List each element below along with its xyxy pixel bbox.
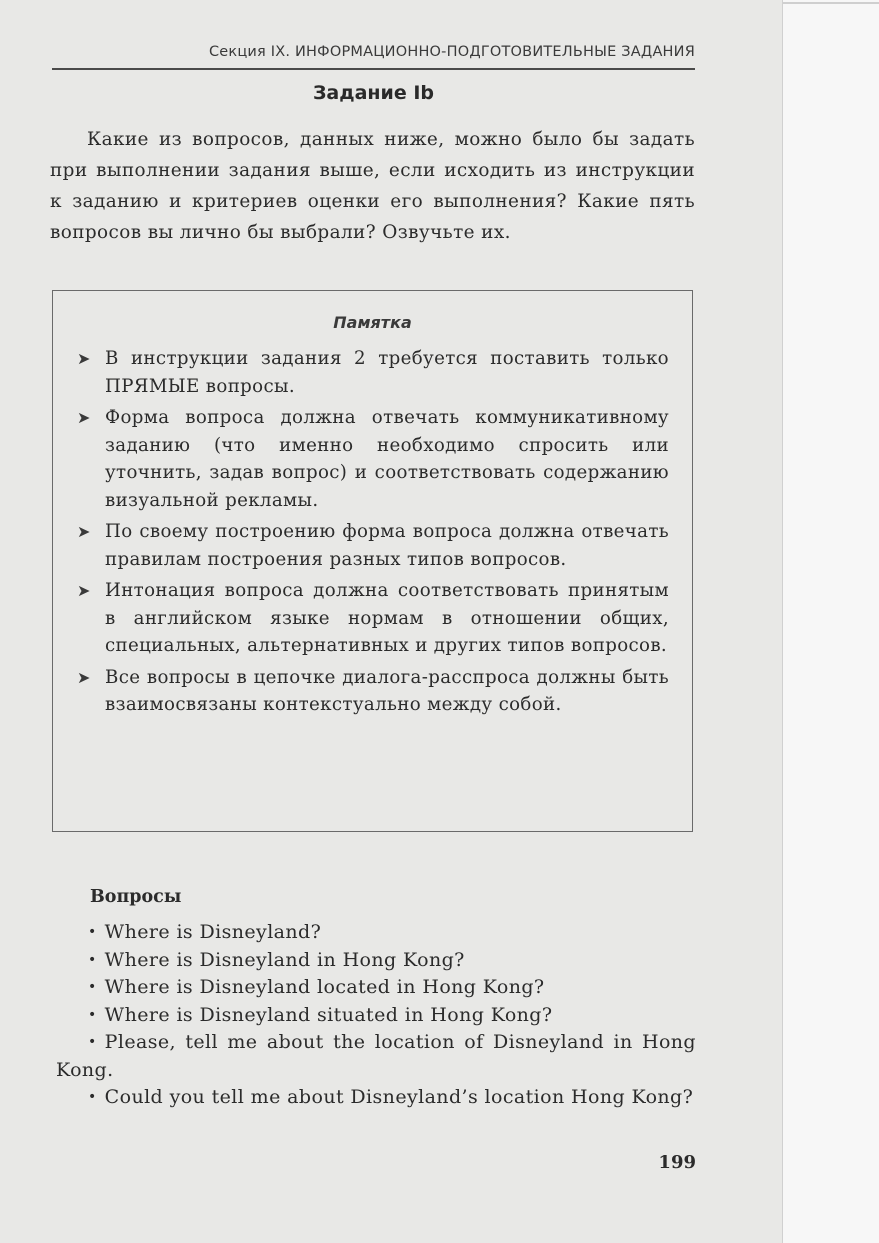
memo-item — [77, 345, 669, 400]
question-text: Where is Disneyland located in Hong Kong? — [104, 976, 545, 998]
question-text: Please, tell me about the location of Disneyland in Hong Kong. — [56, 1031, 696, 1081]
scan-margin — [782, 0, 879, 1243]
question-item — [56, 919, 696, 947]
questions-heading: Вопросы — [90, 887, 182, 907]
bullet-dot-icon: • — [88, 1006, 97, 1023]
memo-title: Памятка — [333, 313, 412, 332]
arrowhead-bullet-icon: ➤ — [77, 522, 91, 541]
scan-edge-line — [783, 2, 879, 4]
bullet-dot-icon: • — [88, 924, 97, 940]
question-item — [56, 1084, 696, 1112]
question-text: Could you tell me about Disneyland’s location Hong Kong? — [104, 1086, 694, 1108]
memo-item — [77, 404, 669, 514]
running-title: Секция IX. ИНФОРМАЦИОННО-ПОДГОТОВИТЕЛЬНЫЕ ЗАДАНИЯ — [208, 44, 695, 60]
bullet-dot-icon: • — [88, 979, 97, 995]
question-item — [56, 974, 696, 1002]
bullet-dot-icon: • — [88, 951, 97, 968]
memo-item — [77, 664, 669, 719]
question-item — [56, 1029, 696, 1084]
memo-item-text: Интонация вопроса должна соответствовать принятым в английском языке нормам в отношении общих, специальных, альтернативных и других типов вопросов. — [105, 580, 669, 656]
arrowhead-bullet-icon: ➤ — [77, 581, 91, 600]
arrowhead-bullet-icon: ➤ — [77, 408, 91, 427]
memo-item — [77, 518, 669, 573]
memo-list — [77, 345, 669, 719]
memo-item-text: По своему построению форма вопроса должна отвечать правилам построения разных типов вопросов. — [105, 521, 669, 570]
memo-box — [52, 290, 693, 832]
arrowhead-bullet-icon: ➤ — [77, 349, 91, 368]
task-title: Задание Ib — [312, 82, 435, 104]
questions-list — [56, 919, 696, 1112]
memo-item — [77, 577, 669, 660]
question-item — [56, 1002, 696, 1030]
memo-item-text: Все вопросы в цепочке диалога-расспроса должны быть взаимосвязаны контекстуально между собой. — [105, 666, 669, 715]
bullet-dot-icon: • — [88, 1089, 97, 1105]
question-text: Where is Disneyland in Hong Kong? — [104, 948, 465, 971]
question-item — [56, 947, 696, 975]
running-header — [52, 44, 695, 70]
arrowhead-bullet-icon: ➤ — [77, 667, 91, 687]
question-text: Where is Disneyland situated in Hong Kong? — [104, 1003, 553, 1026]
intro-paragraph: Какие из вопросов, данных ниже, можно было бы задать при выполнении задания выше, если исходить из инструкции к заданию и критериев оценки его выполнения? Какие пять вопросов вы лично бы выбрали? Озвучьте их. — [50, 129, 695, 243]
memo-item-text: Форма вопроса должна отвечать коммуникативному заданию (что именно необходимо спросить или уточнить, задав вопрос) и соответствовать содержанию визуальной рекламы. — [105, 407, 669, 511]
memo-item-text: В инструкции задания 2 требуется поставить только ПРЯМЫЕ вопросы. — [105, 348, 669, 397]
bullet-dot-icon: • — [88, 1034, 97, 1050]
question-text: Where is Disneyland? — [104, 921, 322, 943]
page-number: 199 — [658, 1152, 696, 1173]
